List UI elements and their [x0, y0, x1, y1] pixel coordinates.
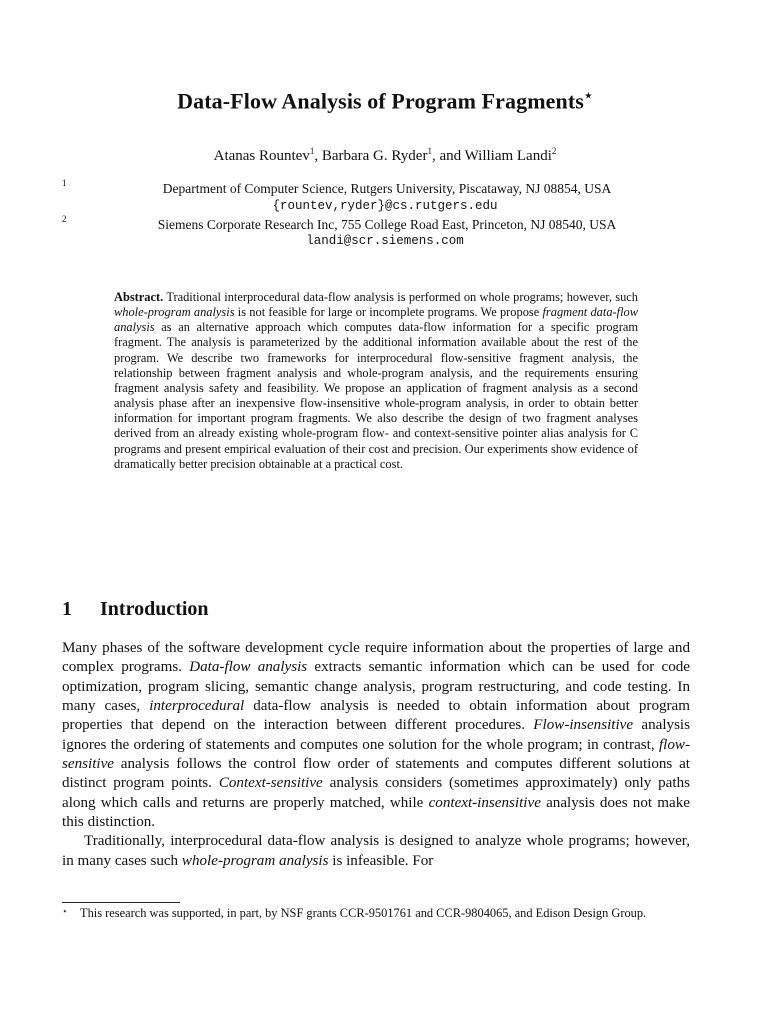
footnote-text: This research was supported, in part, by NSF grants CCR-9501761 and CCR-9804065, and Edison Design Group. — [80, 906, 647, 920]
paragraph-text: data-flow analysis is needed to obtain information about program properties that depend on the interaction between different procedures. — [62, 698, 691, 734]
title-footnote-mark: ⋆ — [583, 89, 593, 104]
author-name: William Landi — [464, 148, 552, 164]
emphasis-text: flow-sensitive — [62, 736, 690, 773]
section-number: 1 — [62, 598, 72, 620]
footnote-divider — [62, 902, 180, 903]
paper-title — [0, 88, 770, 114]
paragraph-text: analysis considers (sometimes approximately) only paths along which calls and returns are properly matched, while — [62, 775, 690, 811]
affiliation-text: Department of Computer Science, Rutgers University, Piscataway, NJ 08854, USA — [162, 181, 612, 196]
author-affiliation-mark: 1 — [309, 146, 315, 156]
affiliation-1 — [62, 178, 712, 197]
affiliation-mark: 1 — [62, 178, 67, 188]
author-separator: , — [314, 148, 322, 164]
paragraph-text: Traditionally, interprocedural data-flow analysis is designed to analyze whole programs; however, in many cases such — [62, 833, 690, 869]
emphasis-text: Flow-insensitive — [533, 717, 634, 734]
title-text: Data-Flow Analysis of Program Fragments — [177, 88, 584, 114]
emphasis-text: Data-flow analysis — [189, 659, 308, 676]
author-name: Atanas Rountev — [213, 148, 310, 164]
paragraph-text: is infeasible. For — [328, 852, 434, 869]
abstract — [114, 290, 638, 472]
affiliation-email: {rountev,ryder}@cs.rutgers.edu — [272, 199, 498, 213]
affiliation-text: Siemens Corporate Research Inc, 755 College Road East, Princeton, NJ 08540, USA — [157, 217, 617, 232]
section-heading — [62, 598, 209, 621]
author-list — [0, 146, 770, 165]
emphasis-text: context-insensitive — [428, 794, 541, 811]
author-affiliation-mark: 1 — [427, 146, 432, 156]
emphasis-text: Context-sensitive — [218, 775, 323, 792]
affiliation-2 — [62, 214, 712, 233]
abstract-emphasis: whole-program analysis — [114, 305, 235, 320]
paragraph-text: analysis ignores the ordering of statements and computes one solution for the whole program; in contrast, — [62, 717, 691, 753]
paragraph-text: analysis does not make this distinction. — [62, 794, 690, 831]
author-separator: , and — [431, 148, 465, 164]
footnote-mark: ⋆ — [62, 906, 68, 916]
footnote — [62, 906, 690, 921]
section-title: Introduction — [100, 598, 209, 620]
abstract-text: as an alternative approach which computes data-flow information for a specific program fragment. The analysis is parameterized by the additional information available about the rest of the program. We describe two frameworks for interprocedural flow-sensitive fragment analysis, the relationship between fragment analysis and whole-program analysis, and the requirements ensuring fragment analysis safety and feasibility. We propose an application of fragment analysis as a second analysis phase after an inexpensive flow-insensitive whole-program analysis, in order to obtain better information for important program fragments. We also describe the design of two fragment analyses derived from an already existing whole-program flow- and context-sensitive pointer alias analysis for C programs and present empirical evaluation of their cost and precision. Our experiments show evidence of dramatically better precision obtainable at a practical cost. — [114, 320, 638, 471]
abstract-emphasis: fragment data-flow analysis — [114, 305, 638, 335]
paragraph — [62, 832, 690, 871]
abstract-label: Abstract. — [114, 290, 164, 304]
author-affiliation-mark: 2 — [551, 146, 557, 156]
abstract-text: is not feasible for large or incomplete programs. We propose — [234, 305, 543, 320]
emphasis-text: whole-program analysis — [181, 852, 329, 869]
paragraph-text: extracts semantic information which can be used for code optimization, program slicing, semantic change analysis, program restructuring, and code testing. In many cases, — [62, 659, 690, 715]
section-body — [62, 639, 690, 871]
paragraph — [62, 639, 690, 832]
paragraph-text: analysis follows the control flow order of statements and computes different solutions at distinct program points. — [62, 756, 690, 792]
abstract-text: Traditional interprocedural data-flow analysis is performed on whole programs; however, such — [163, 290, 638, 304]
author-name: Barbara G. Ryder — [321, 148, 428, 164]
paragraph-text: Many phases of the software development cycle require information about the properties of large and complex programs. — [62, 640, 690, 676]
affiliation-mark: 2 — [62, 214, 67, 224]
emphasis-text: interprocedural — [149, 698, 245, 715]
affiliation-email: landi@scr.siemens.com — [306, 234, 464, 248]
